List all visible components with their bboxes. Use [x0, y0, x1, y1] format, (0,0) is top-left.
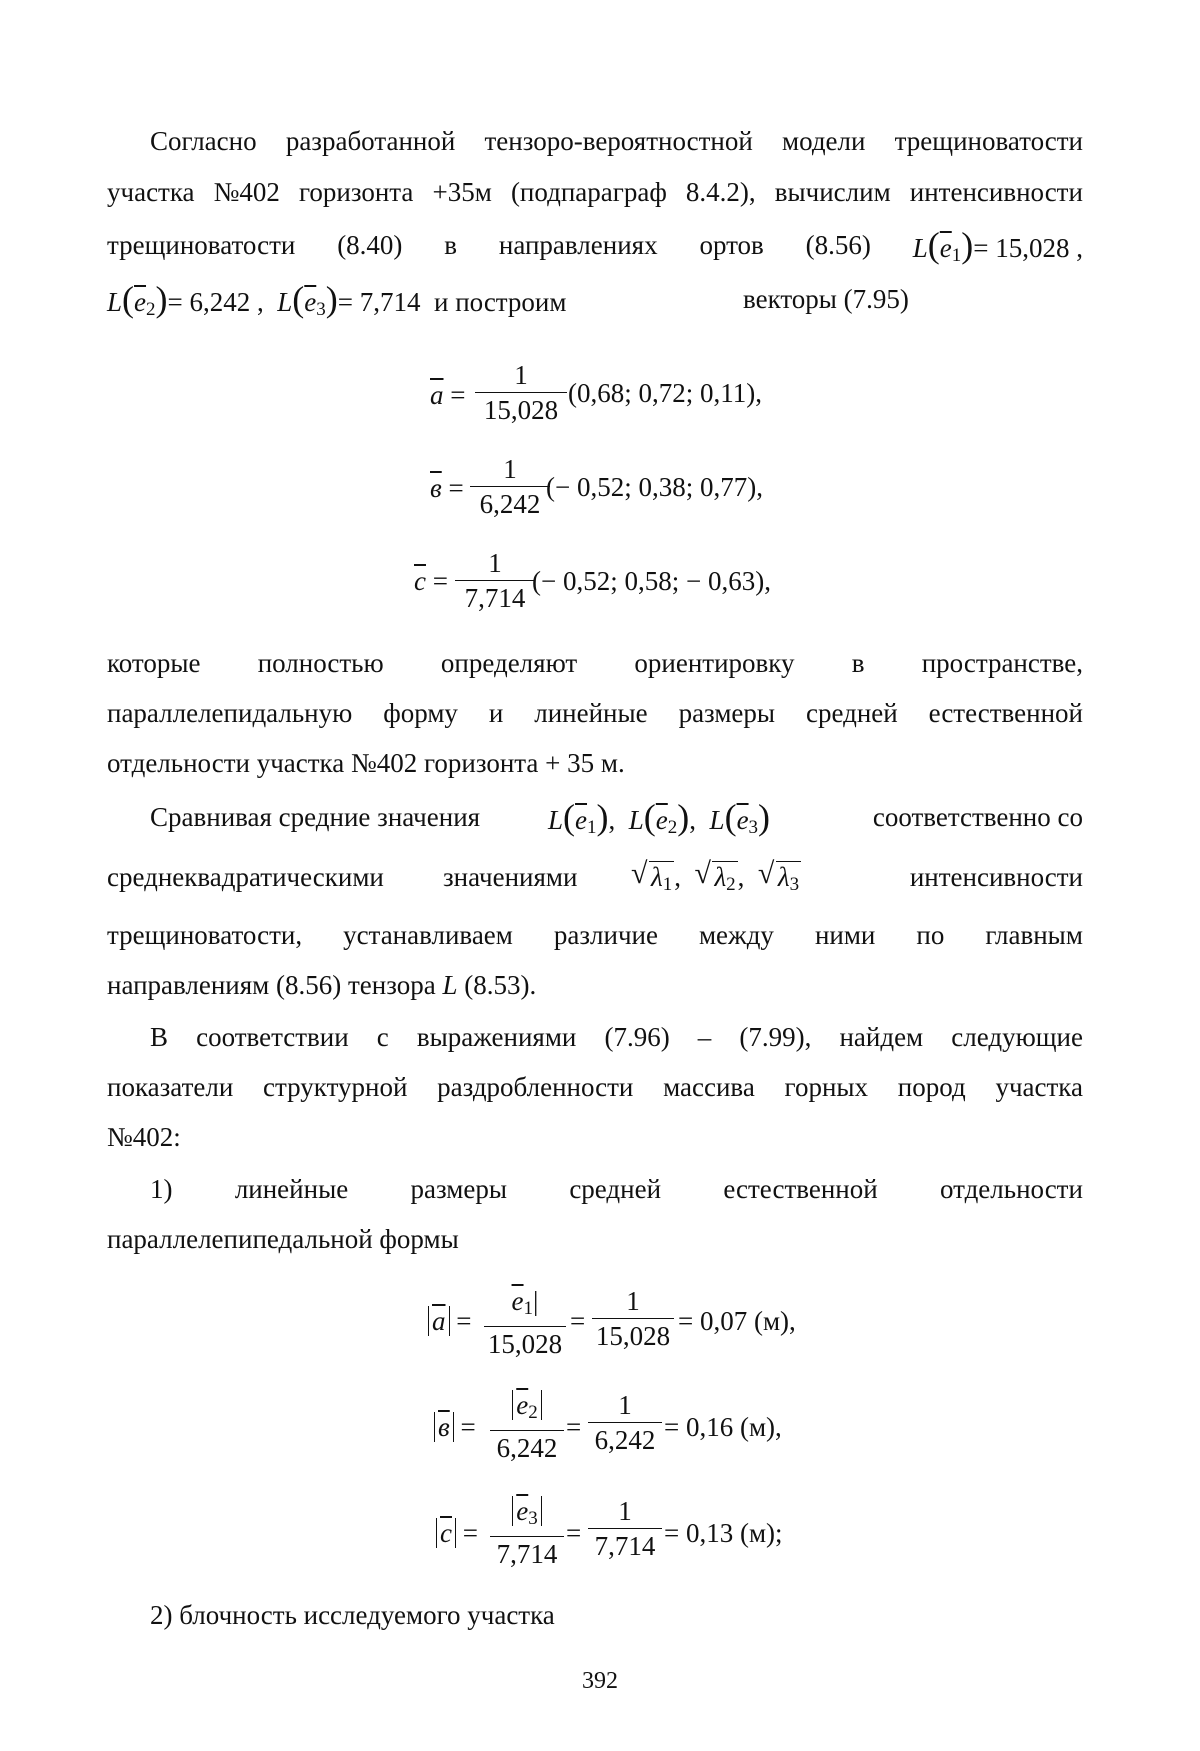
- size-c-fraction-1: $\frac{\overline{e}_3}{7,714}$: [490, 1496, 564, 1569]
- word: отдельности: [939, 1174, 1083, 1204]
- paragraph-1-line-4: [107, 279, 1083, 327]
- word: (8.56): [805, 230, 871, 260]
- word: форму: [383, 698, 458, 728]
- paragraph-2-line-2: [107, 696, 1083, 730]
- word: и: [488, 698, 504, 728]
- paragraph-5-line-1: [150, 1172, 1083, 1206]
- formula-sqrt-lambdas: √ $\lambda_1$, √ $\lambda_2$, √ $\lambda_3$: [631, 860, 801, 902]
- word: горных: [784, 1072, 869, 1102]
- paragraph-4-line-3: №402:: [107, 1122, 181, 1152]
- word: участка: [107, 177, 195, 207]
- word: естественной: [928, 698, 1083, 728]
- word: найдем: [839, 1022, 924, 1052]
- word: параллелепидальную: [107, 698, 353, 728]
- paragraph-2-line-1: [107, 646, 1083, 680]
- word: выражениями: [416, 1022, 577, 1052]
- word: направлениях: [498, 230, 658, 260]
- word: (7.96): [604, 1022, 670, 1052]
- size-c-fraction-2: $\frac{1}{7,714}$: [588, 1496, 662, 1561]
- word: 1): [150, 1174, 173, 1204]
- vector-b-values: (− 0,52; 0,38; 0,77),: [546, 472, 763, 502]
- word: №402: [213, 177, 280, 207]
- word: по: [916, 920, 945, 950]
- size-a-result: = 0,07 (м),: [678, 1306, 796, 1336]
- vector-a-values: (0,68; 0,72; 0,11),: [568, 378, 762, 408]
- word: В: [150, 1022, 169, 1052]
- size-b-lhs: в =: [434, 1412, 476, 1442]
- word: массива: [663, 1072, 755, 1102]
- vector-b-lhs: в =: [430, 473, 464, 503]
- paragraph-1-line-3: [107, 225, 1083, 273]
- word: вычислим: [774, 177, 891, 207]
- size-c-lhs: $\overline{c}$ =: [436, 1518, 478, 1548]
- paragraph-1-line-1: [150, 124, 1083, 158]
- word: тензоро-вероятностной: [484, 126, 753, 156]
- word: –: [697, 1022, 712, 1052]
- paragraph-3-line-2: [107, 860, 1083, 894]
- word: в: [851, 648, 865, 678]
- word: естественной: [723, 1174, 878, 1204]
- word: модели: [782, 126, 866, 156]
- size-b-result: = 0,16 (м),: [664, 1412, 782, 1442]
- word: интенсивности: [909, 177, 1083, 207]
- formula-L-e1: $L(\overline{e}_1)= 15,028$ ,: [912, 225, 1083, 266]
- word: +35м: [432, 177, 492, 207]
- text: векторы (7.95): [743, 284, 909, 314]
- formula-L-e2: $L(\overline{e}_2)= 6,242$ ,: [107, 279, 264, 320]
- word: с: [376, 1022, 389, 1052]
- text: соответственно со: [872, 802, 1083, 832]
- paragraph-6-line-1: 2) блочность исследуемого участка: [150, 1600, 555, 1630]
- word: соответствии: [196, 1022, 349, 1052]
- word: различие: [553, 920, 658, 950]
- text: и построим: [434, 287, 567, 317]
- word: определяют: [440, 648, 578, 678]
- text: интенсивности: [909, 862, 1083, 892]
- word: ними: [814, 920, 876, 950]
- word: размеры: [410, 1174, 507, 1204]
- word: 8.4.2),: [685, 177, 756, 207]
- word: участка: [995, 1072, 1083, 1102]
- word: линейные: [534, 698, 648, 728]
- size-b-fraction-1: $\frac{\overline{e}_2}{6,242}$: [490, 1390, 564, 1463]
- equals-sign: =: [566, 1518, 582, 1548]
- size-c-result: = 0,13 (м);: [664, 1518, 783, 1548]
- paragraph-4-line-1: [150, 1020, 1083, 1054]
- size-a-fraction-1: $\frac{\overline{e}_1|}{15,028}$: [484, 1286, 566, 1359]
- paragraph-1-line-2: [107, 175, 1083, 209]
- word: устанавливаем: [343, 920, 513, 950]
- word: трещиноватости,: [107, 920, 303, 950]
- word: (7.99),: [739, 1022, 812, 1052]
- paragraph-3-line-1: [150, 797, 1083, 838]
- vector-a-fraction: $\frac{1}{15,028}$: [475, 360, 567, 425]
- word: (8.40): [337, 230, 403, 260]
- word: разработанной: [285, 126, 456, 156]
- size-b-fraction-2: $\frac{1}{6,242}$: [588, 1390, 662, 1455]
- equals-sign: =: [570, 1306, 586, 1336]
- vector-c-fraction: $\frac{1}{7,714}$: [455, 548, 535, 613]
- word: главным: [985, 920, 1083, 950]
- paragraph-5-line-2: параллелепипедальной формы: [107, 1224, 459, 1254]
- paragraph-3-line-4: направлениям (8.56) тензора L (8.53).: [107, 970, 537, 1000]
- word: полностью: [257, 648, 384, 678]
- vector-b-fraction: $\frac{1}{6,242}$: [470, 454, 550, 519]
- word: показатели: [107, 1072, 234, 1102]
- equals-sign: =: [566, 1412, 582, 1442]
- word: которые: [107, 648, 201, 678]
- vector-a-lhs: $\overline{a}$ =: [430, 380, 466, 410]
- text: Сравнивая средние значения: [150, 802, 481, 832]
- page-number: 392: [582, 1668, 618, 1694]
- size-a-lhs: $\overline{a}$ =: [428, 1306, 471, 1336]
- paragraph-2-line-3: отдельности участка №402 горизонта + 35 м.: [107, 748, 625, 778]
- word: пространстве,: [921, 648, 1083, 678]
- word: ориентировку: [634, 648, 795, 678]
- formula-L-e3: $L(\overline{e}_3)= 7,714$: [277, 279, 421, 320]
- paragraph-3-line-3: [107, 918, 1083, 952]
- word: трещиноватости: [107, 230, 296, 260]
- paragraph-4-line-2: [107, 1070, 1083, 1104]
- word: горизонта: [299, 177, 414, 207]
- word: средней: [806, 698, 898, 728]
- word: в: [444, 230, 458, 260]
- word: раздробленности: [437, 1072, 634, 1102]
- word: средней: [569, 1174, 662, 1204]
- formula-L-values: $L(\overline{e}_1)$, $L(\overline{e}_2)$, $L(\overline{e}_3)$: [548, 797, 771, 838]
- size-a-fraction-2: $\frac{1}{15,028}$: [592, 1286, 674, 1351]
- word: размеры: [678, 698, 776, 728]
- word: ортов: [699, 230, 764, 260]
- vector-c-values: (− 0,52; 0,58; − 0,63),: [532, 566, 771, 596]
- word: следующие: [951, 1022, 1083, 1052]
- word: пород: [897, 1072, 966, 1102]
- word: линейные: [234, 1174, 349, 1204]
- word: структурной: [263, 1072, 408, 1102]
- text: среднеквадратическими: [107, 862, 384, 892]
- word: Согласно: [150, 126, 257, 156]
- word: трещиноватости: [894, 126, 1083, 156]
- word: между: [698, 920, 774, 950]
- word: (подпараграф: [510, 177, 667, 207]
- vector-c-lhs: $\overline{c}$ =: [414, 566, 448, 596]
- text: значениями: [443, 862, 578, 892]
